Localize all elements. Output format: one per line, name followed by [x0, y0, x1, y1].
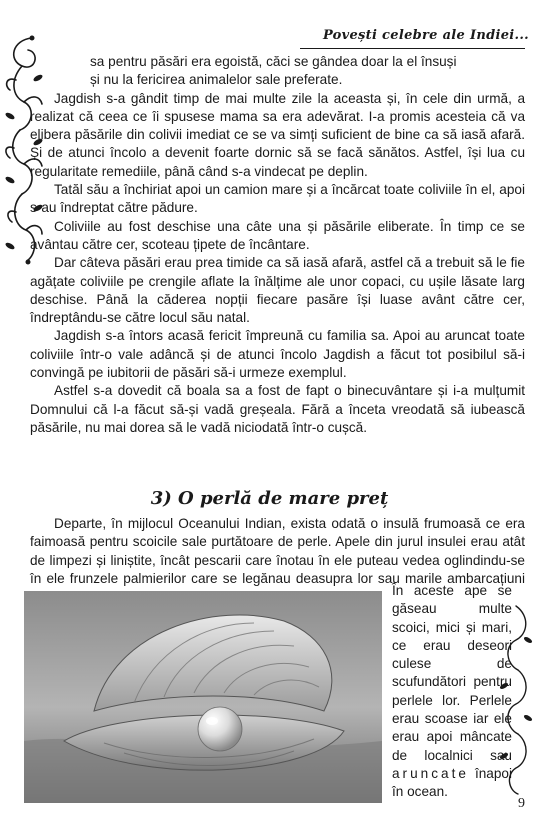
paragraph: Dar câteva păsări erau prea timide ca să iasă afară, astfel că a trebuit să le fie agățate coliviile pe crengile aflate la înălțime ale unor copaci, cu ușile lăsate larg deschise. Până la căderea nopții fiecare pasăre își luase avânt către cer, îndreptându-se către locul său natal.: [30, 255, 525, 326]
page-number: 9: [518, 796, 525, 811]
paragraph: Tatăl său a închiriat apoi un camion mare și a încărcat toate coliviile în el, apoi s-au îndreptat către pădure.: [30, 182, 525, 216]
story-title: 3) O perlă de mare preț: [150, 488, 389, 509]
pearl-oyster-photo: [24, 591, 382, 803]
paragraph-line: și nu la fericirea animalelor sale preferate.: [90, 72, 343, 88]
side-text-part: aruncate: [392, 765, 469, 781]
paragraph: Departe, în mijlocul Oceanului Indian, exista odată o insulă frumoasă ce era faimoasă pentru scoicile sale purtătoare de perle. Apele din jurul insulei erau atât de limpezi și liniștite, încât pescarii care înotau în ele puteau vedea oglindindu-se în ele frunzele palmierilor care se legănau deasupra lor sau marile ambarcațiuni: [30, 516, 525, 586]
photo-side-text: [392, 582, 512, 802]
paragraph-line: sa pentru păsări era egoistă, căci se gândea doar la el însuși: [90, 54, 457, 69]
side-text-part: înapoi în ocean.: [392, 765, 512, 800]
paragraph: Jagdish s-a gândit timp de mai multe zile la aceasta și, în cele din urmă, a realizat că ceea ce îi spusese mama sa era adevărat. I-a promis acesteia că va elibera păsările din colivii imediat ce se va simți suficient de bine ca să iasă afară. Și de atunci încolo a devenit foarte dornic să se facă sănătos. Astfel, își lua cu regularitate remediile, până când s-a vindecat pe deplin.: [30, 90, 525, 179]
paragraph: Astfel s-a dovedit că boala sa a fost de fapt o binecuvântare și i-a mulțumit Domnului că l-a făcut să-și vadă greșeala. Fără a înceta vreodată să iubească păsările, nu mai dorea să le vadă niciodată într-o cușcă.: [30, 383, 525, 435]
side-text-part: În aceste ape se găseau multe scoici, mici și mari, ce erau deseori culese de scufundători pentru perlele lor. Perlele erau scoase iar ele erau apoi mâncate de localnici sau: [392, 583, 512, 763]
paragraph: Coliviile au fost deschise una câte una și păsările eliberate. În timp ce se avântau către cer, scoteau țipete de încântare.: [30, 218, 525, 252]
header-rule: [300, 48, 525, 49]
story-continuation: [30, 53, 525, 437]
running-header: Povești celebre ale Indiei...: [322, 28, 529, 43]
paragraph: Jagdish s-a întors acasă fericit împreună cu familia sa. Apoi au aruncat toate coliviile într-o vale adâncă și de atunci încolo Jagdish a făcut tot posibilul să-i convingă pe iubitorii de păsări să-i urmeze exemplul.: [30, 328, 525, 381]
